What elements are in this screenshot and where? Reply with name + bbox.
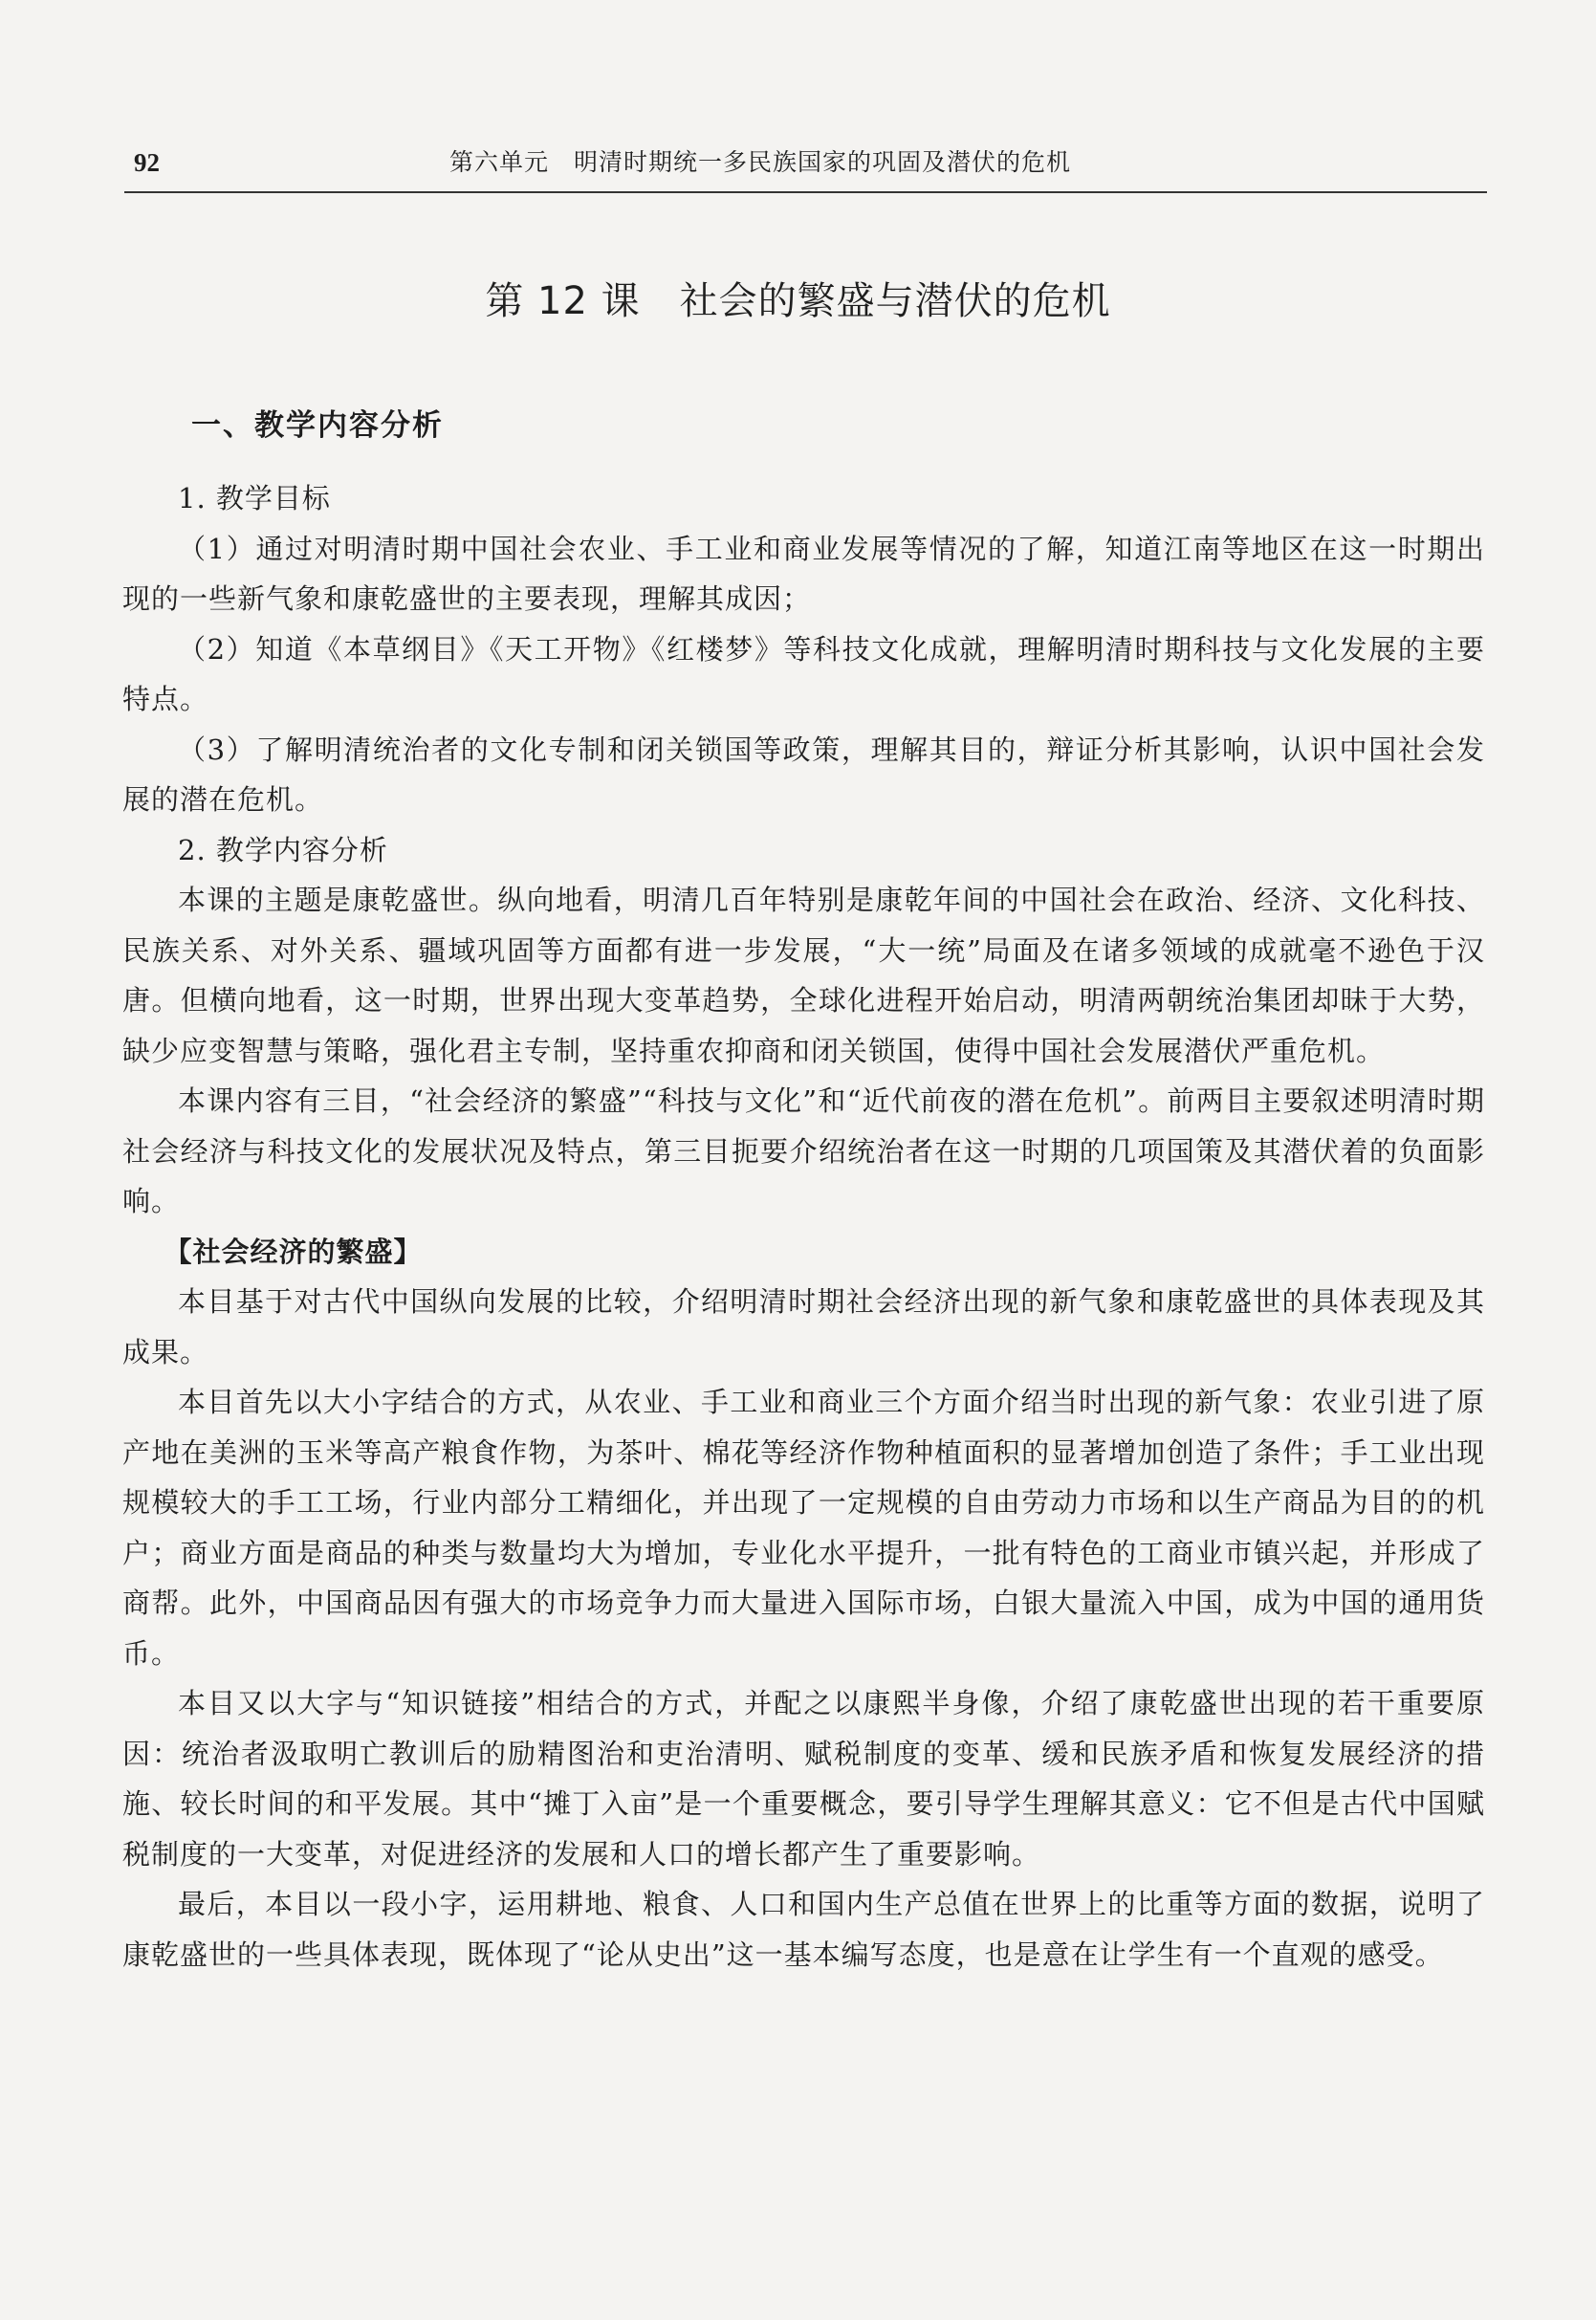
page-number: 92 (134, 148, 160, 177)
body-paragraph: 本目又以大字与“知识链接”相结合的方式，并配之以康熙半身像，介绍了康乾盛世出现的若干重要原因：统治者汲取明亡教训后的励精图治和吏治清明、赋税制度的变革、缓和民族矛盾和恢复发展经济的措施、较长时间的和平发展。其中“摊丁入亩”是一个重要概念，要引导学生理解其意义：它不但是古代中国赋税制度的一大变革，对促进经济的发展和人口的增长都产生了重要影响。 (122, 1687, 1485, 1871)
subheading-teaching-goals: 1. 教学目标 (178, 482, 331, 514)
unit-title: 第六单元 明清时期统一多民族国家的巩固及潜伏的危机 (449, 148, 1072, 176)
body-paragraph: 本课内容有三目，“社会经济的繁盛”“科技与文化”和“近代前夜的潜在危机”。前两目主要叙述明清时期社会经济与科技文化的发展状况及特点，第三目扼要介绍统治者在这一时期的几项国策及其潜伏着的负面影响。 (122, 1084, 1485, 1217)
goal-paragraph-3: （3）了解明清统治者的文化专制和闭关锁国等政策，理解其目的，辩证分析其影响，认识中国社会发展的潜在危机。 (122, 733, 1485, 816)
goal-paragraph-1: （1）通过对明清时期中国社会农业、手工业和商业发展等情况的了解，知道江南等地区在这一时期出现的一些新气象和康乾盛世的主要表现，理解其成因； (122, 532, 1485, 615)
goal-paragraph-2: （2）知道《本草纲目》《天工开物》《红楼梦》等科技文化成就，理解明清时期科技与文化发展的主要特点。 (122, 632, 1485, 715)
body-paragraph: 最后，本目以一段小字，运用耕地、粮食、人口和国内生产总值在世界上的比重等方面的数据，说明了康乾盛世的一些具体表现，既体现了“论从史出”这一基本编写态度，也是意在让学生有一个直观的感受。 (122, 1888, 1485, 1971)
section-heading: 一、教学内容分析 (191, 408, 444, 443)
running-header (124, 143, 1487, 193)
body-paragraph: 本目首先以大小字结合的方式，从农业、手工业和商业三个方面介绍当时出现的新气象：农业引进了原产地在美洲的玉米等高产粮食作物，为茶叶、棉花等经济作物种植面积的显著增加创造了条件；手工业出现规模较大的手工工场，行业内部分工精细化，并出现了一定规模的自由劳动力市场和以生产商品为目的的机户；商业方面是商品的种类与数量均大为增加，专业化水平提升，一批有特色的工商业市镇兴起，并形成了商帮。此外，中国商品因有强大的市场竞争力而大量进入国际市场，白银大量流入中国，成为中国的通用货币。 (122, 1386, 1485, 1670)
body-text (122, 473, 1485, 1980)
lesson-title: 第 12 课 社会的繁盛与潜伏的危机 (485, 279, 1111, 323)
body-paragraph: 本目基于对古代中国纵向发展的比较，介绍明清时期社会经济出现的新气象和康乾盛世的具体表现及其成果。 (122, 1285, 1485, 1368)
body-paragraph: 本课的主题是康乾盛世。纵向地看，明清几百年特别是康乾年间的中国社会在政治、经济、文化科技、民族关系、对外关系、疆域巩固等方面都有进一步发展，“大一统”局面及在诸多领域的成就毫不逊色于汉唐。但横向地看，这一时期，世界出现大变革趋势，全球化进程开始启动，明清两朝统治集团却昧于大势，缺少应变智慧与策略，强化君主专制，坚持重农抑商和闭关锁国，使得中国社会发展潜伏严重危机。 (122, 884, 1485, 1067)
subheading-content-analysis: 2. 教学内容分析 (178, 833, 388, 866)
topic-heading: 【社会经济的繁盛】 (164, 1235, 423, 1268)
